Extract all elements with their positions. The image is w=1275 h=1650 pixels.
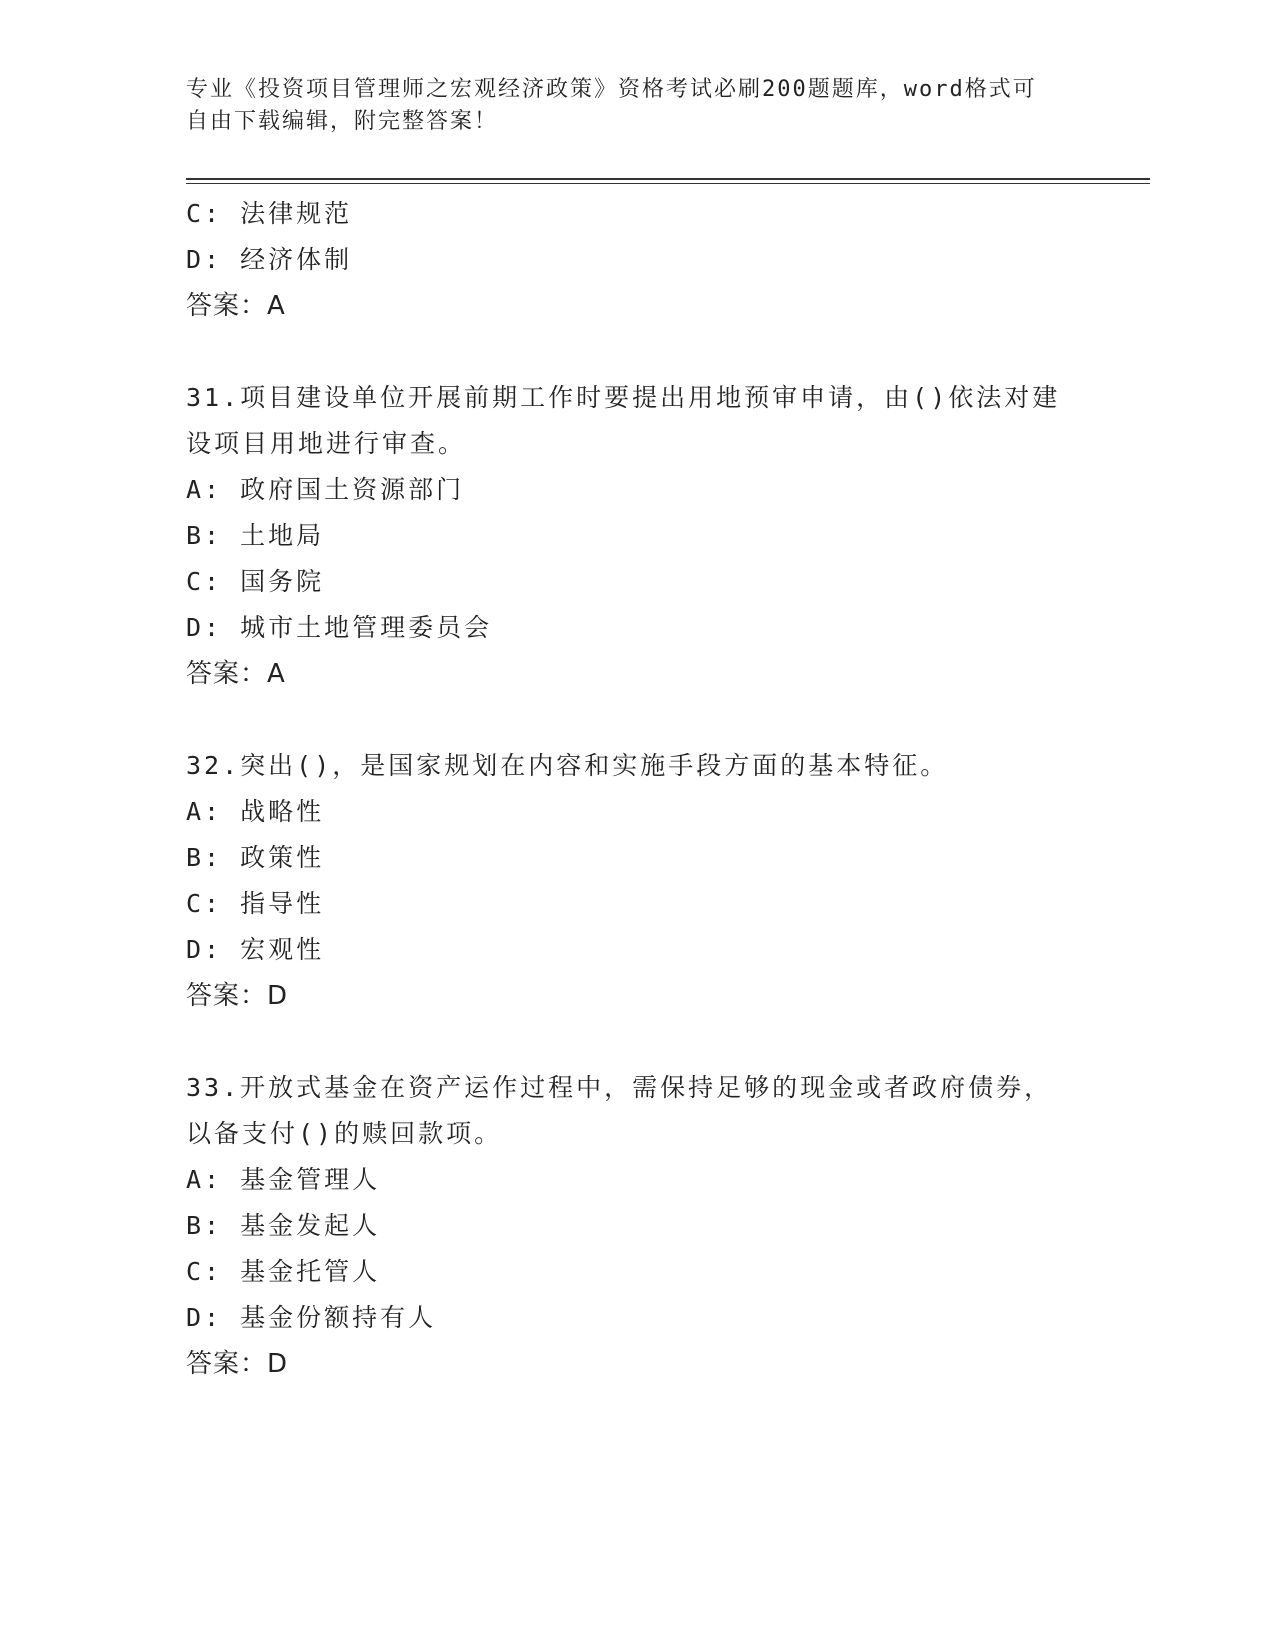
option-text: 基金份额持有人 bbox=[240, 1303, 437, 1332]
option-d bbox=[186, 605, 1086, 651]
option-a bbox=[186, 467, 1086, 513]
option-text: 法律规范 bbox=[240, 199, 353, 228]
document-header bbox=[186, 74, 1066, 138]
option-letter: C: bbox=[186, 1257, 223, 1286]
option-c bbox=[186, 1249, 1086, 1295]
option-text: 国务院 bbox=[240, 567, 325, 596]
option-text: 土地局 bbox=[240, 521, 325, 550]
option-letter: A: bbox=[186, 1165, 223, 1194]
option-text: 经济体制 bbox=[240, 245, 353, 274]
option-letter: D: bbox=[186, 613, 223, 642]
option-text: 宏观性 bbox=[240, 935, 325, 964]
question-stem-line-1: 31.项目建设单位开展前期工作时要提出用地预审申请，由()依法对建 bbox=[186, 383, 1061, 412]
option-letter: A: bbox=[186, 475, 223, 504]
question-stem-line-2: 设项目用地进行审查。 bbox=[186, 429, 467, 458]
question-31 bbox=[186, 375, 1086, 697]
option-c bbox=[186, 881, 1086, 927]
option-text: 城市土地管理委员会 bbox=[240, 613, 493, 642]
header-divider-thick bbox=[186, 178, 1150, 180]
option-letter: C: bbox=[186, 199, 223, 228]
header-line-1: 专业《投资项目管理师之宏观经济政策》资格考试必刷200题题库，word格式可 bbox=[186, 77, 1037, 102]
option-letter: B: bbox=[186, 1211, 223, 1240]
question-stem bbox=[186, 375, 1086, 467]
option-c bbox=[186, 191, 1086, 237]
option-b bbox=[186, 513, 1086, 559]
option-letter: D: bbox=[186, 1303, 223, 1332]
option-letter: D: bbox=[186, 245, 223, 274]
option-letter: B: bbox=[186, 521, 223, 550]
option-text: 基金托管人 bbox=[240, 1257, 381, 1286]
option-text: 指导性 bbox=[240, 889, 325, 918]
header-line-2: 自由下载编辑，附完整答案！ bbox=[186, 109, 499, 134]
option-d bbox=[186, 927, 1086, 973]
answer-line: 答案：A bbox=[186, 659, 286, 689]
option-letter: A: bbox=[186, 797, 223, 826]
answer-line: 答案：A bbox=[186, 291, 286, 321]
option-text: 战略性 bbox=[240, 797, 325, 826]
option-b bbox=[186, 1203, 1086, 1249]
option-letter: C: bbox=[186, 567, 223, 596]
option-letter: B: bbox=[186, 843, 223, 872]
answer-line: 答案：D bbox=[186, 1349, 289, 1379]
option-letter: D: bbox=[186, 935, 223, 964]
question-stem-line-1: 33.开放式基金在资产运作过程中，需保持足够的现金或者政府债券， bbox=[186, 1073, 1053, 1102]
option-text: 政府国土资源部门 bbox=[240, 475, 465, 504]
option-d bbox=[186, 1295, 1086, 1341]
option-text: 基金发起人 bbox=[240, 1211, 381, 1240]
option-a bbox=[186, 789, 1086, 835]
option-d bbox=[186, 237, 1086, 283]
option-a bbox=[186, 1157, 1086, 1203]
option-b bbox=[186, 835, 1086, 881]
question-stem-line-1: 32.突出()，是国家规划在内容和实施手段方面的基本特征。 bbox=[186, 751, 949, 780]
question-32 bbox=[186, 743, 1086, 1019]
question-33 bbox=[186, 1065, 1086, 1387]
question-stem bbox=[186, 743, 1086, 789]
question-list bbox=[186, 191, 1086, 1387]
question-stem bbox=[186, 1065, 1086, 1157]
continued-question bbox=[186, 191, 1086, 329]
header-divider-thin bbox=[186, 183, 1150, 184]
question-stem-line-2: 以备支付()的赎回款项。 bbox=[186, 1119, 503, 1148]
option-text: 政策性 bbox=[240, 843, 325, 872]
answer-line: 答案：D bbox=[186, 981, 289, 1011]
option-letter: C: bbox=[186, 889, 223, 918]
option-text: 基金管理人 bbox=[240, 1165, 381, 1194]
option-c bbox=[186, 559, 1086, 605]
